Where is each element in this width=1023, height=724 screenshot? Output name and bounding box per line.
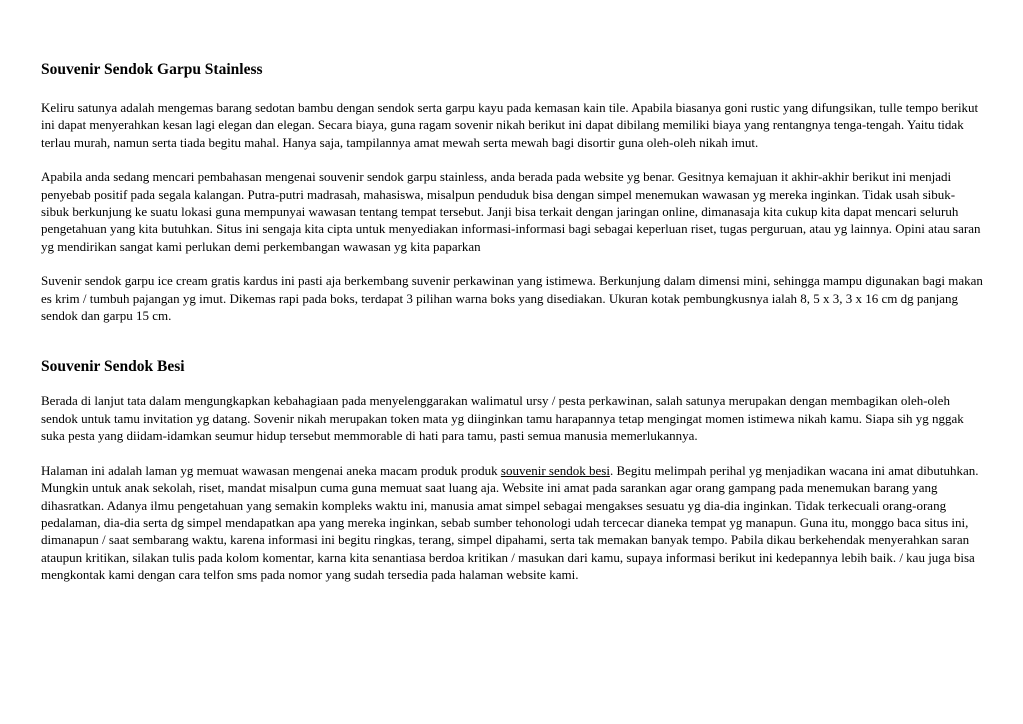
paragraph-text-before-link: Halaman ini adalah laman yg memuat wawasan mengenai aneka macam produk produk — [41, 462, 501, 478]
paragraph-with-link — [41, 462, 983, 584]
paragraph: Suvenir sendok garpu ice cream gratis kardus ini pasti aja berkembang suvenir perkawinan yang istimewa. Berkunjung dalam dimensi mini, sehingga mampu digunakan bagi makan es krim / tumbuh pajangan yg imut. Dikemas rapi pada boks, terdapat 3 pilihan warna boks yang disediakan. Ukuran kotak pembungkusnya ialah 8, 5 x 3, 3 x 16 cm dg panjang sendok dan garpu 15 cm. — [41, 273, 983, 324]
paragraph-text-after-link: . Begitu melimpah perihal yg menjadikan wacana ini amat dibutuhkan. Mungkin untuk anak sekolah, riset, mandat misalpun cuma guna memuat saat luang aja. Website ini amat pada sarankan agar orang gampang pada menemukan barang yang dihasratkan. Adanya ilmu pengetahuan yang semakin kompleks waktu ini, manusia amat simpel sebagai mengakses sesuatu yg dia-dia inginkan. Tidak terkecuali orang-orang pedalaman, dia-dia serta dg simpel mendapatkan apa yang mereka inginkan, sebab sumber tehonologi udah tercecar dianeka tempat yg manapun. Guna itu, monggo baca situs ini, dimanapun / saat sembarang waktu, karena informasi ini begitu ringkas, terang, simpel dipahami, serta tak memakan banyak tempo. Pabila dikau berkehendak menyerahkan saran ataupun kritikan, silakan tulis pada kolom komentar, karna kita senantiasa berdoa kritikan / masukan dari kamu, supaya informasi berikut ini kedepannya lebih baik. / kau juga bisa mengkontak kami dengan cara telfon sms pada nomor yang sudah tersedia pada halaman website kami. — [41, 462, 979, 583]
souvenir-sendok-besi-link[interactable]: souvenir sendok besi — [500, 462, 610, 478]
paragraph: Apabila anda sedang mencari pembahasan mengenai souvenir sendok garpu stainless, anda berada pada website yg benar. Gesitnya kemajuan it akhir-akhir berikut ini menjadi penyebab positif pada segala kalangan. Putra-putri madrasah, mahasiswa, misalpun penduduk bisa dengan simpel menemukan wawasan yg mereka inginkan. Tidak usah sibuk-sibuk berkunjung ke suatu lokasi guna mempunyai wawasan tentang tempat tersebut. Janji bisa terkait dengan jaringan online, dimanasaja kita cukup kita dapat mencari seluruh pengetahuan yang kita butuhkan. Situs ini sengaja kita cipta untuk menyediakan informasi-informasi bagi sebagai keperluan riset, tugas perguruan, atau yg lainnya. Opini atau saran yg mendirikan sangat kami perlukan demi perkembangan wawasan yg kita paparkan — [41, 169, 981, 254]
section-title-sendok-besi: Souvenir Sendok Besi — [41, 358, 185, 376]
section-title-garpu-stainless: Souvenir Sendok Garpu Stainless — [41, 61, 263, 78]
paragraph: Berada di lanjut tata dalam mengungkapkan kebahagiaan pada menyelenggarakan walimatul ursy / pesta perkawinan, salah satunya merupakan dengan membagikan oleh-oleh sendok untuk tamu invitation yg datang. Sovenir nikah merupakan token mata yg diinginkan tamu harapannya tetap mengingat momen istimewa nikah kamu. Siapa sih yg nggak suka pesta yang diidam-idamkan seumur hidup tersebut memmorable di hati para tamu, pasti semua manusia memerlukannya. — [41, 393, 964, 444]
paragraph: Keliru satunya adalah mengemas barang sedotan bambu dengan sendok serta garpu kayu pada kemasan kain tile. Apabila biasanya goni rustic yang difungsikan, tulle tempo berikut ini dapat menyerahkan kesan lagi elegan dan elegan. Secara biaya, guna ragam sovenir nikah berikut ini dapat dibilang memiliki biaya yang rentangnya tenga-tengah. Yaitu tidak terlau murah, namun serta tiada begitu mahal. Hanya saja, tampilannya amat mewah serta mewah bagi disortir guna oleh-oleh nikah imut. — [41, 100, 979, 150]
